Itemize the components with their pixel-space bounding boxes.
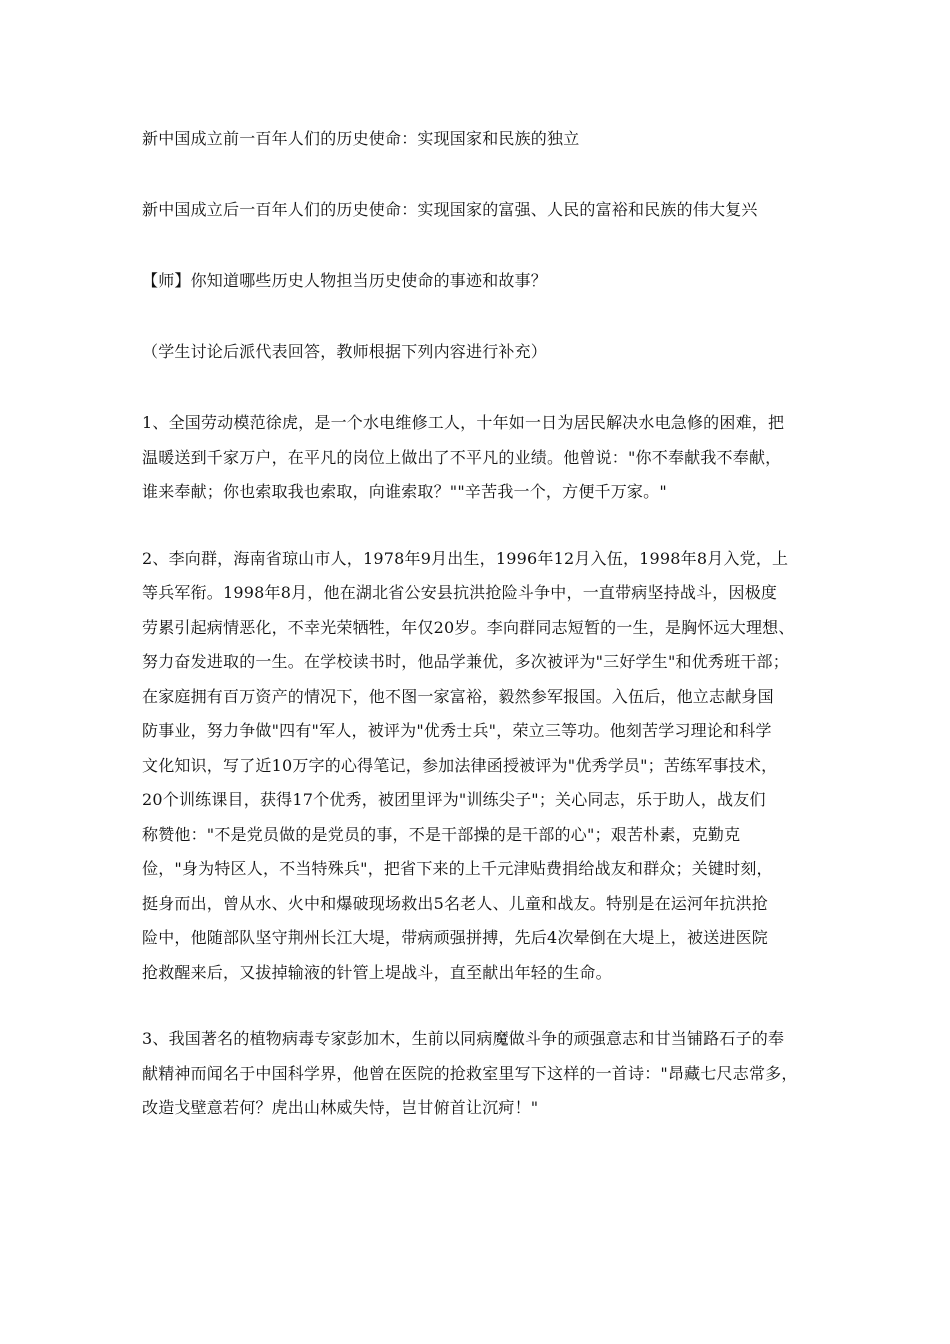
paragraph-peng-jiamu-story [142, 1022, 810, 1126]
text-line: 2、李向群，海南省琼山市人，1978年9月出生，1996年12月入伍，1998年8月入党，上 [142, 548, 789, 568]
paragraph-history-mission-before [142, 120, 810, 157]
text-line: 险中，他随部队坚守荆州长江大堤，带病顽强拼搏，先后4次晕倒在大堤上，被送进医院 [142, 928, 768, 947]
text-line: 文化知识，写了近10万字的心得笔记，参加法律函授被评为"优秀学员"；苦练军事技术， [142, 755, 778, 775]
document-body [142, 120, 810, 1126]
paragraph-history-mission-after [142, 191, 810, 228]
paragraph-gap [142, 990, 810, 1022]
text-line: 新中国成立后一百年人们的历史使命：实现国家的富强、人民的富裕和民族的伟大复兴 [142, 200, 758, 219]
text-line: 努力奋发进取的一生。在学校读书时，他品学兼优，多次被评为"三好学生"和优秀班干部； [142, 652, 789, 671]
text-line: 俭，"身为特区人，不当特殊兵"，把省下来的上千元津贴费捐给战友和群众；关键时刻， [142, 859, 773, 878]
text-line: 新中国成立前一百年人们的历史使命：实现国家和民族的独立 [142, 129, 580, 148]
paragraph-gap [142, 299, 810, 333]
text-line: 1、全国劳动模范徐虎，是一个水电维修工人，十年如一日为居民解决水电急修的困难，把 [142, 413, 785, 432]
text-line: 献精神而闻名于中国科学界，他曾在医院的抢救室里写下这样的一首诗："昂藏七尺志常多， [142, 1063, 798, 1083]
text-line: 20个训练课目，获得17个优秀，被团里评为"训练尖子"；关心同志，乐于助人，战友们 [142, 790, 766, 809]
text-line: 挺身而出，曾从水、火中和爆破现场救出5名老人、儿童和战友。特别是在运河年抗洪抢 [142, 893, 768, 913]
text-line: 劳累引起病情恶化，不幸光荣牺牲，年仅20岁。李向群同志短暂的一生，是胸怀远大理想、 [142, 617, 795, 637]
paragraph-gap [142, 228, 810, 262]
paragraph-student-discussion-note [142, 333, 810, 370]
text-line: 称赞他："不是党员做的是党员的事，不是干部操的是干部的心"；艰苦朴素，克勤克 [142, 824, 741, 844]
paragraph-xu-hu-story [142, 406, 810, 510]
text-line: 抢救醒来后，又拔掉输液的针管上堤战斗，直至献出年轻的生命。 [142, 962, 612, 982]
text-line: 改造戈壁意若何？虎出山林威失恃，岂甘俯首让沉疴！" [142, 1098, 539, 1117]
text-line: 谁来奉献；你也索取我也索取，向谁索取？""辛苦我一个，方便千万家。" [142, 482, 667, 501]
text-line: 温暖送到千家万户，在平凡的岗位上做出了不平凡的业绩。他曾说："你不奉献我不奉献， [142, 447, 782, 467]
text-line: 【师】你知道哪些历史人物担当历史使命的事迹和故事？ [142, 271, 548, 290]
text-line: 3、我国著名的植物病毒专家彭加木，生前以同病魔做斗争的顽强意志和甘当铺路石子的奉 [142, 1029, 785, 1048]
text-line: 防事业，努力争做"四有"军人，被评为"优秀士兵"，荣立三等功。他刻苦学习理论和科学 [142, 721, 772, 740]
paragraph-teacher-question [142, 262, 810, 299]
text-line: 等兵军衔。1998年8月，他在湖北省公安县抗洪抢险斗争中，一直带病坚持战斗，因极度 [142, 583, 778, 602]
paragraph-li-xiangqun-story [142, 542, 810, 991]
text-line: 在家庭拥有百万资产的情况下，他不图一家富裕，毅然参军报国。入伍后，他立志献身国 [142, 686, 774, 706]
paragraph-gap [142, 370, 810, 406]
paragraph-gap [142, 157, 810, 191]
text-line: （学生讨论后派代表回答，教师根据下列内容进行补充） [142, 342, 548, 361]
paragraph-gap [142, 510, 810, 542]
